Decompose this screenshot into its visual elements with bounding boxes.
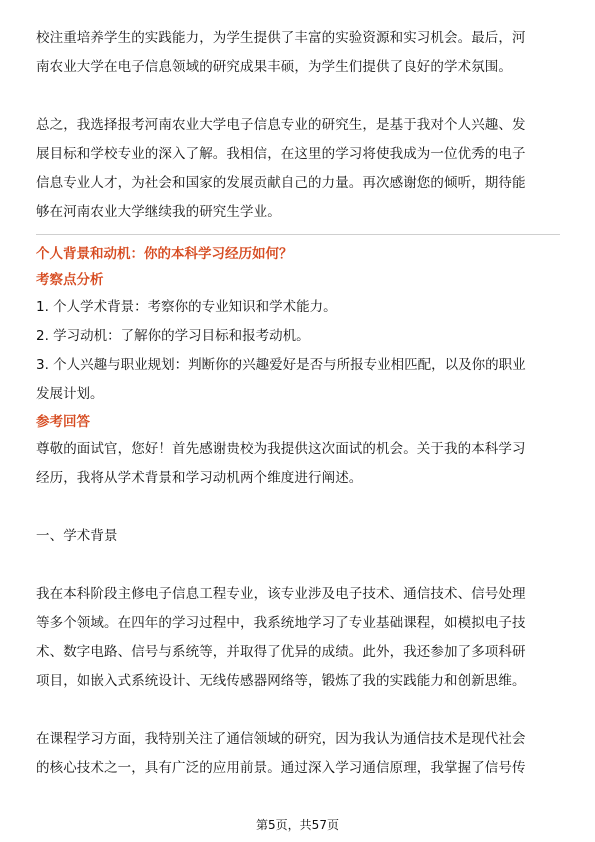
- text-line: 够在河南农业大学继续我的研究生学业。: [36, 204, 281, 220]
- coursework-paragraph: [36, 725, 560, 783]
- analysis-list: [36, 293, 560, 409]
- analysis-heading: 考察点分析: [36, 272, 104, 288]
- section-divider: [36, 234, 560, 235]
- section-title: 一、学术背景: [36, 528, 118, 544]
- list-item: 2. 学习动机：了解你的学习目标和报考动机。: [36, 328, 310, 344]
- question-title: 个人背景和动机：你的本科学习经历如何？: [36, 246, 293, 262]
- text-line: 尊敬的面试官，您好！首先感谢贵校为我提供这次面试的机会。关于我的本科学习: [36, 441, 526, 457]
- intro-paragraph: [36, 24, 560, 82]
- conclusion-paragraph: [36, 111, 560, 227]
- list-item: 1. 个人学术背景：考察你的专业知识和学术能力。: [36, 299, 337, 315]
- text-line: 校注重培养学生的实践能力，为学生提供了丰富的实验资源和实习机会。最后，河: [36, 30, 526, 46]
- academic-paragraph: [36, 580, 560, 696]
- text-line: 展目标和学校专业的深入了解。我相信，在这里的学习将使我成为一位优秀的电子: [36, 146, 526, 162]
- answer-heading: 参考回答: [36, 414, 90, 430]
- page-number: 第5页，共57页: [256, 818, 339, 832]
- text-line: 项目，如嵌入式系统设计、无线传感器网络等，锻炼了我的实践能力和创新思维。: [36, 673, 526, 689]
- text-line: 南农业大学在电子信息领域的研究成果丰硕，为学生们提供了良好的学术氛围。: [36, 59, 512, 75]
- text-line: 我在本科阶段主修电子信息工程专业，该专业涉及电子技术、通信技术、信号处理: [36, 586, 526, 602]
- list-item: 3. 个人兴趣与职业规划：判断你的兴趣爱好是否与所报专业相匹配，以及你的职业: [36, 357, 526, 373]
- text-line: 术、数字电路、信号与系统等，并取得了优异的成绩。此外，我还参加了多项科研: [36, 644, 526, 660]
- list-item: 发展计划。: [36, 386, 104, 402]
- text-line: 在课程学习方面，我特别关注了通信领域的研究，因为我认为通信技术是现代社会: [36, 731, 526, 747]
- text-line: 等多个领域。在四年的学习过程中，我系统地学习了专业基础课程，如模拟电子技: [36, 615, 526, 631]
- text-line: 经历，我将从学术背景和学习动机两个维度进行阐述。: [36, 470, 363, 486]
- text-line: 信息专业人才，为社会和国家的发展贡献自己的力量。再次感谢您的倾听，期待能: [36, 175, 526, 191]
- text-line: 的核心技术之一，具有广泛的应用前景。通过深入学习通信原理，我掌握了信号传: [36, 760, 526, 776]
- document-page: [36, 24, 560, 783]
- answer-opening: [36, 435, 560, 493]
- text-line: 总之，我选择报考河南农业大学电子信息专业的研究生，是基于我对个人兴趣、发: [36, 117, 526, 133]
